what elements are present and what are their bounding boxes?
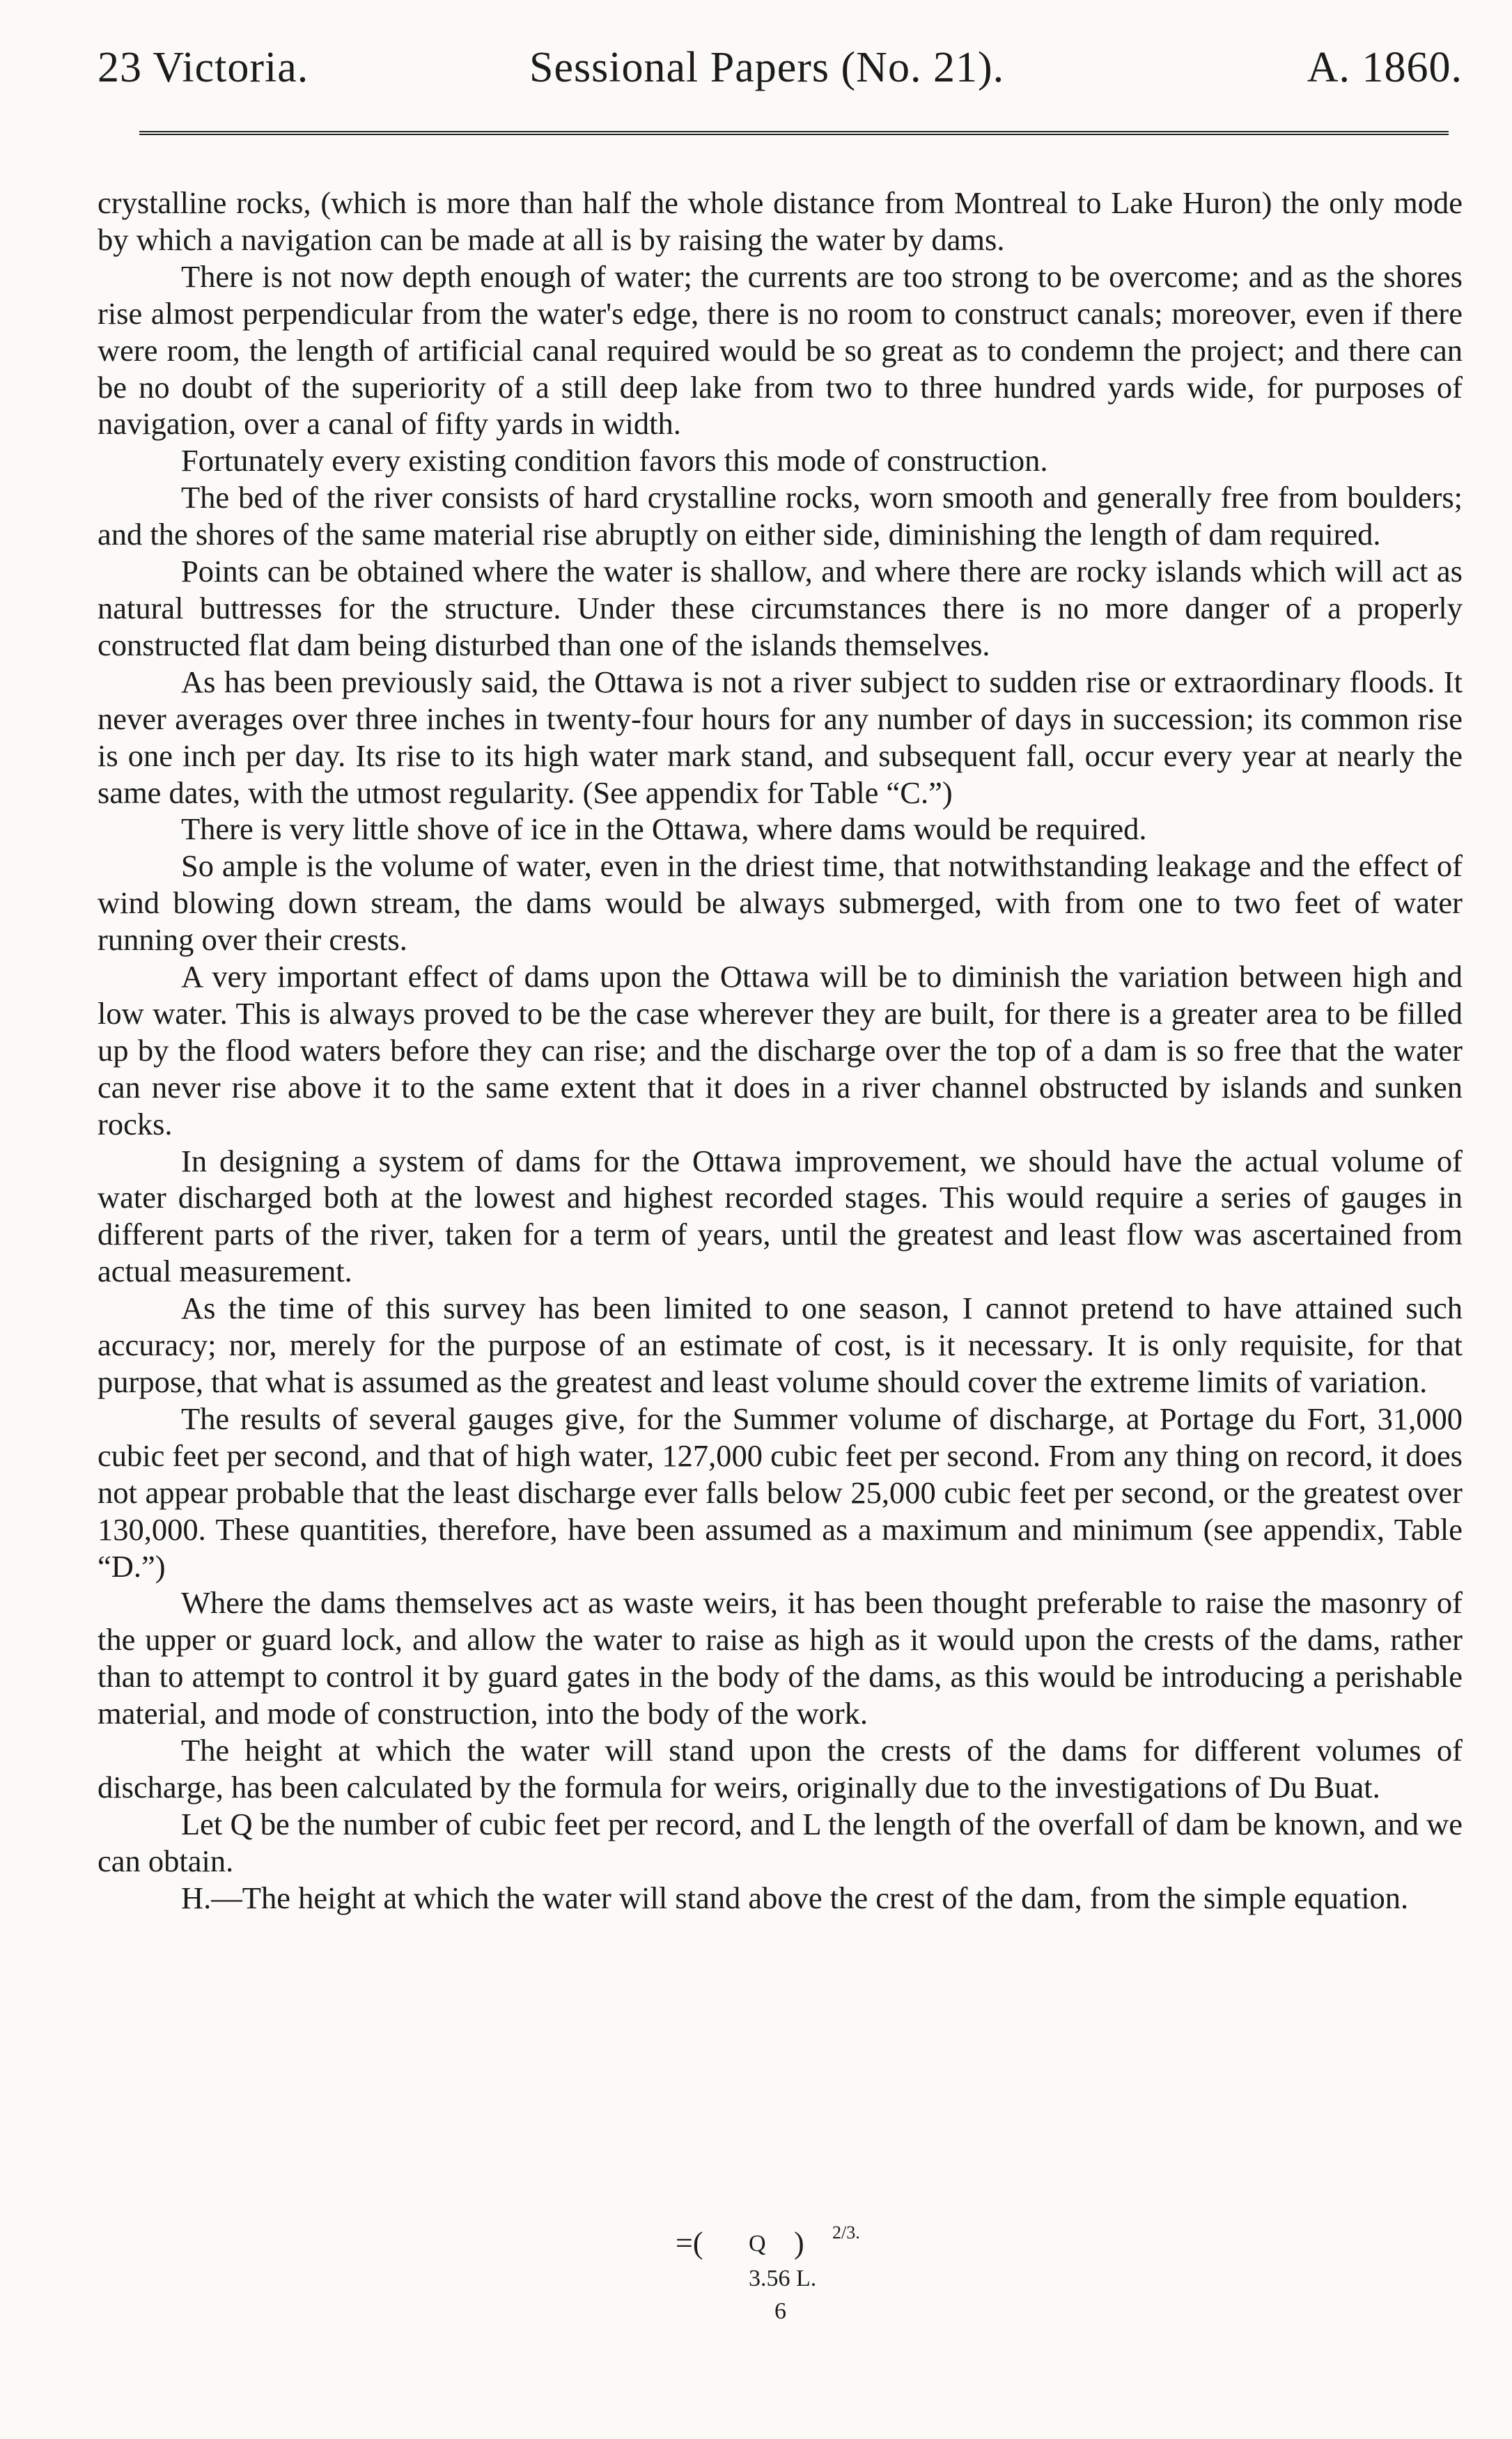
paragraph: As the time of this survey has been limited to one season, I cannot pretend to have attained such accuracy; nor, merely for the purpose of an estimate of cost, is it necessary. It is only requisite, for that purpose, that what is assumed as the greatest and least volume should cover the extreme limits of variation. bbox=[98, 1291, 1463, 1399]
formula-exponent: 2/3. bbox=[832, 2222, 860, 2243]
header-year: A. 1860. bbox=[1307, 44, 1463, 91]
paragraph: The height at which the water will stand upon the crests of the dams for different volumes of discharge, has been calculated by the formula for weirs, originally due to the investigations of Du Buat. bbox=[98, 1733, 1463, 1805]
body-text bbox=[98, 185, 1463, 1917]
paragraph: The bed of the river consists of hard crystalline rocks, worn smooth and generally free from boulders; and the shores of the same material rise abruptly on either side, diminishing the length of dam required. bbox=[98, 480, 1463, 552]
page-header bbox=[98, 43, 1463, 106]
paragraph: There is very little shove of ice in the Ottawa, where dams would be required. bbox=[181, 811, 1147, 847]
paragraph: As has been previously said, the Ottawa is not a river subject to sudden rise or extraordinary floods. It never averages over three inches in twenty-four hours for any number of days in succession; its common rise is one inch per day. Its rise to its high water mark stand, and subsequent fall, occur every year at nearly the same dates, with the utmost regularity. (See appendix for Table “C.”) bbox=[98, 664, 1463, 810]
formula-denominator: 3.56 L. bbox=[749, 2266, 817, 2291]
paragraph: The results of several gauges give, for the Summer volume of discharge, at Portage du Fort, 31,000 cubic feet per second, and that of high water, 127,000 cubic feet per second. From any thing on record, it does not appear probable that the least discharge ever falls below 25,000 cubic feet per second, or the greatest over 130,000. These quantities, therefore, have been assumed as a maximum and minimum (see appendix, Table “D.”) bbox=[98, 1401, 1463, 1584]
paragraph: Let Q be the number of cubic feet per record, and L the length of the overfall of dam be known, and we can obtain. bbox=[98, 1806, 1463, 1878]
paragraph: So ample is the volume of water, even in the driest time, that notwithstanding leakage and the effect of wind blowing down stream, the dams would be always submerged, with from one to two feet of water running over their crests. bbox=[98, 848, 1463, 958]
header-session: 23 Victoria. bbox=[98, 44, 309, 91]
header-rule bbox=[139, 131, 1449, 135]
paragraph: There is not now depth enough of water; the currents are too strong to be overcome; and as the shores rise almost perpendicular from the water's edge, there is no room to construct canals; moreover, even if there were room, the length of artificial canal required would be so great as to condemn the project; and there can be no doubt of the superiority of a still deep lake from two to three hundred yards wide, for purposes of navigation, over a canal of fifty yards in width. bbox=[98, 258, 1463, 442]
formula-lhs: =( bbox=[676, 2226, 703, 2260]
formula-rhs: ) bbox=[794, 2226, 804, 2260]
paragraph: Where the dams themselves act as waste weirs, it has been thought preferable to raise the masonry of the upper or guard lock, and allow the water to raise as high as it would upon the crests of the dams, rather than to attempt to control it by guard gates in the body of the dams, as this would be introducing a perishable material, and mode of construction, into the body of the work. bbox=[98, 1585, 1463, 1731]
paragraph: In designing a system of dams for the Ottawa improvement, we should have the actual volume of water discharged both at the lowest and highest recorded stages. This would require a series of gauges in different parts of the river, taken for a term of years, until the greatest and least flow was ascertained from actual measurement. bbox=[98, 1143, 1463, 1289]
page-number: 6 bbox=[774, 2298, 786, 2324]
paragraph: Fortunately every existing condition favors this mode of construction. bbox=[181, 443, 1048, 478]
paragraph: Points can be obtained where the water is shallow, and where there are rocky islands which will act as natural buttresses for the structure. Under these circumstances there is no more danger of a properly constructed flat dam being disturbed than one of the islands themselves. bbox=[98, 554, 1463, 662]
paragraph: crystalline rocks, (which is more than half the whole distance from Montreal to Lake Huron) the only mode by which a navigation can be made at all is by raising the water by dams. bbox=[98, 185, 1463, 257]
paragraph: A very important effect of dams upon the Ottawa will be to diminish the variation between high and low water. This is always proved to be the case wherever they are built, for there is a greater area to be filled up by the flood waters before they can rise; and the discharge over the top of a dam is so free that the water can never rise above it to the same extent that it does in a river channel obstructed by islands and sunken rocks. bbox=[98, 959, 1463, 1141]
formula-numerator: Q bbox=[749, 2231, 766, 2257]
header-title: Sessional Papers (No. 21). bbox=[529, 44, 1005, 91]
paragraph: H.—The height at which the water will stand above the crest of the dam, from the simple equation. bbox=[181, 1880, 1409, 1915]
